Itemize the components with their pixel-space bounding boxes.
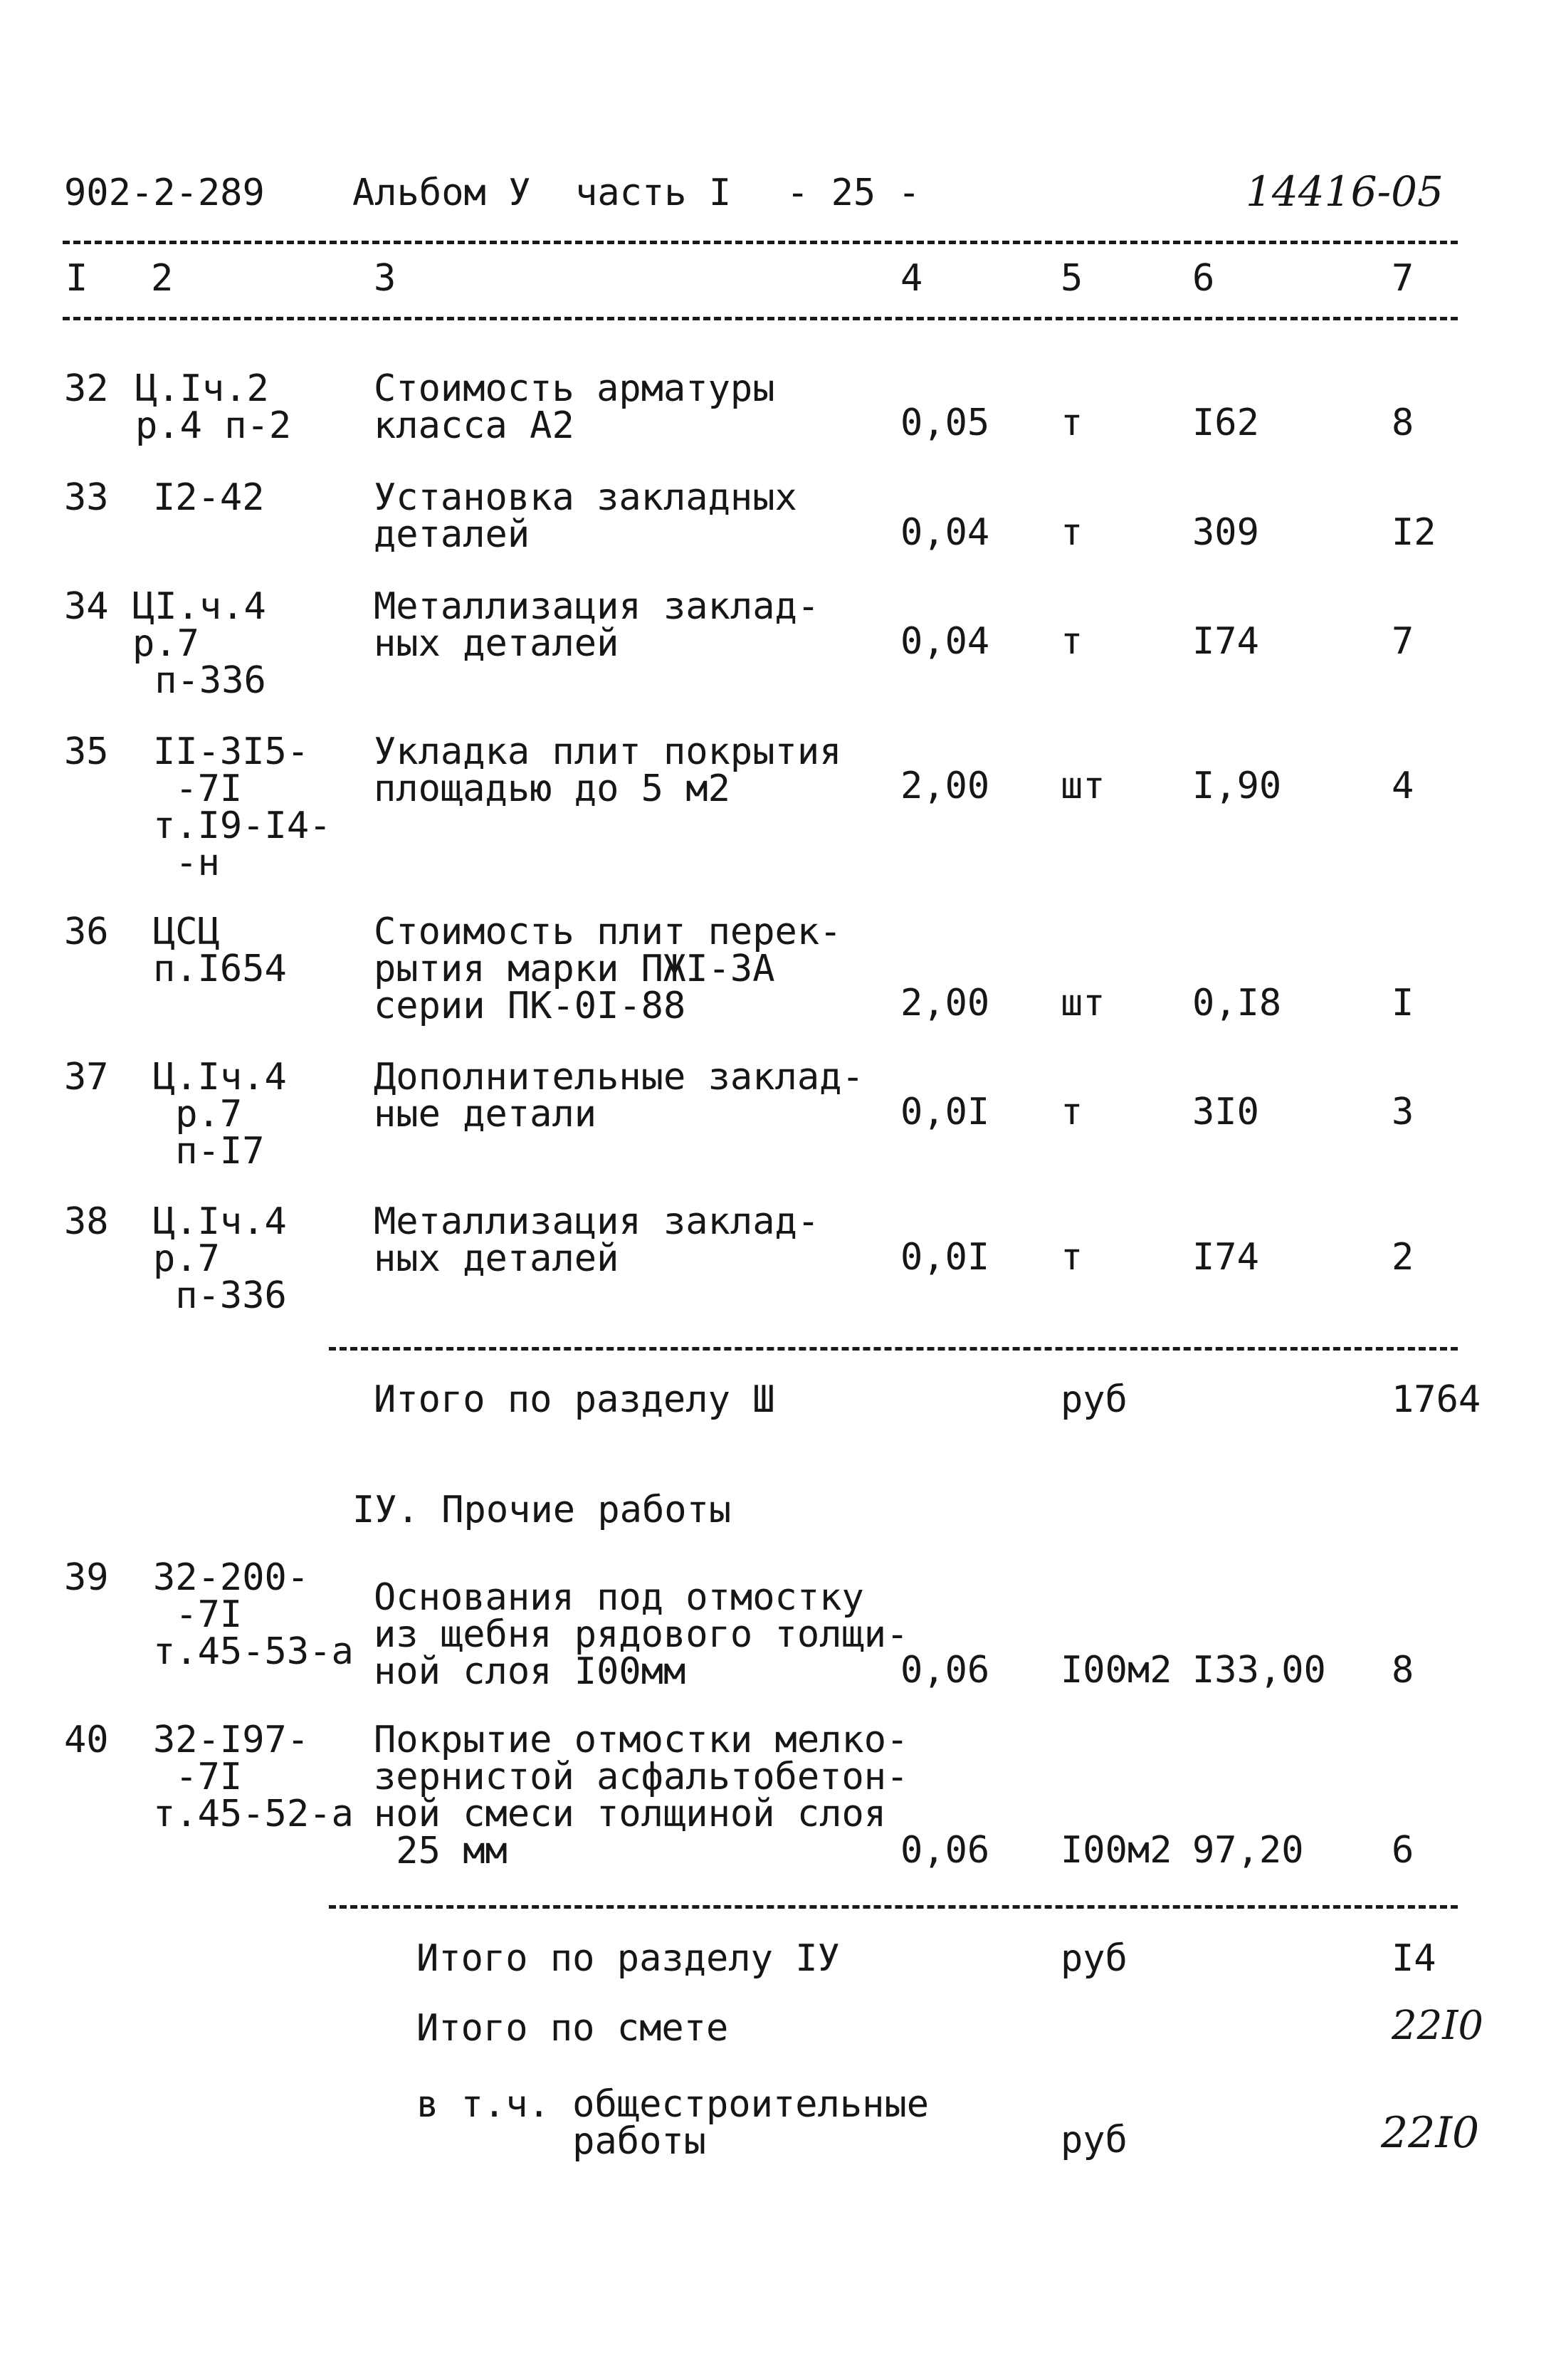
row-name: Металлизация заклад- ных деталей: [374, 1200, 820, 1280]
row-total: 7: [1392, 620, 1414, 663]
col-header-1: I: [65, 257, 88, 300]
row-total: 4: [1392, 765, 1414, 807]
general-works-unit: руб: [1061, 2119, 1127, 2161]
row-unit: т: [1061, 511, 1083, 554]
row-unit: шт: [1061, 765, 1105, 807]
col-header-5: 5: [1061, 257, 1083, 300]
row-price: 309: [1192, 511, 1259, 554]
row-price: I,90: [1192, 765, 1282, 807]
row-number: 34: [64, 585, 109, 628]
row-unit: т: [1061, 1236, 1083, 1279]
col-header-6: 6: [1192, 257, 1215, 300]
section-4-title: IУ. Прочие работы: [352, 1489, 732, 1531]
row-unit: шт: [1061, 982, 1105, 1024]
subtotal-3-total: 1764: [1392, 1378, 1481, 1421]
row-total: I: [1392, 982, 1414, 1024]
row-total: 6: [1392, 1829, 1414, 1872]
row-qty: 0,0I: [900, 1236, 990, 1279]
subtotal-4-unit: руб: [1061, 1937, 1127, 1980]
row-qty: 2,00: [900, 982, 990, 1024]
inventory-number: 14416-05: [1246, 167, 1444, 216]
row-name: Основания под отмостку из щебня рядового толщи- ной слоя I00мм: [374, 1576, 909, 1693]
row-number: 40: [64, 1719, 109, 1761]
row-price: I74: [1192, 1236, 1259, 1279]
album-part: Альбом У часть I: [352, 172, 732, 214]
row-price: I33,00: [1192, 1649, 1326, 1692]
total-estimate-value: 22I0: [1392, 2003, 1484, 2049]
row-code: 32-I97- -7I т.45-52-а: [153, 1719, 354, 1835]
row-code: I2-42: [153, 476, 265, 519]
row-price: 3I0: [1192, 1091, 1259, 1133]
col-header-4: 4: [900, 257, 923, 300]
row-price: I62: [1192, 402, 1259, 444]
col-header-7: 7: [1392, 257, 1414, 300]
row-name: Металлизация заклад- ных деталей: [374, 585, 820, 665]
section-3-rule: [329, 1347, 1458, 1351]
row-code: Ц.Iч.2 р.4 п-2: [135, 367, 292, 447]
row-code: II-3I5- -7I т.I9-I4- -н: [153, 730, 332, 884]
row-qty: 2,00: [900, 765, 990, 807]
header-rule-top: [63, 241, 1458, 244]
row-qty: 0,06: [900, 1829, 990, 1872]
row-total: 2: [1392, 1236, 1414, 1279]
row-qty: 0,04: [900, 620, 990, 663]
row-number: 35: [64, 730, 109, 773]
subtotal-3-unit: руб: [1061, 1378, 1127, 1421]
row-name: Покрытие отмостки мелко- зернистой асфальтобетон- ной смеси толщиной слоя 25 мм: [374, 1719, 909, 1872]
row-number: 36: [64, 911, 109, 953]
row-name: Укладка плит покрытия площадью до 5 м2: [374, 730, 842, 810]
row-total: I2: [1392, 511, 1436, 554]
row-number: 37: [64, 1056, 109, 1099]
row-qty: 0,05: [900, 402, 990, 444]
general-works-label: в т.ч. общестроительные работы: [416, 2083, 930, 2163]
subtotal-4-total: I4: [1392, 1937, 1436, 1980]
row-total: 8: [1392, 1649, 1414, 1692]
row-code: ЦСЦ п.I654: [153, 911, 287, 990]
row-name: Стоимость арматуры класса А2: [374, 367, 775, 447]
row-code: Ц.Iч.4 р.7 п-336: [153, 1200, 287, 1317]
row-price: 0,I8: [1192, 982, 1282, 1024]
section-4-rule: [329, 1905, 1458, 1909]
row-number: 39: [64, 1556, 109, 1599]
row-name: Дополнительные заклад- ные детали: [374, 1056, 864, 1136]
row-total: 3: [1392, 1091, 1414, 1133]
col-header-3: 3: [374, 257, 396, 300]
row-price: 97,20: [1192, 1829, 1304, 1872]
doc-code: 902-2-289: [64, 172, 265, 214]
row-unit: т: [1061, 620, 1083, 663]
page-number: - 25 -: [787, 172, 920, 214]
subtotal-4-label: Итого по разделу IУ: [416, 1937, 840, 1980]
row-code: Ц.Iч.4 р.7 п-I7: [153, 1056, 287, 1173]
row-qty: 0,06: [900, 1649, 990, 1692]
row-qty: 0,04: [900, 511, 990, 554]
row-unit: I00м2: [1061, 1829, 1172, 1872]
row-unit: т: [1061, 1091, 1083, 1133]
row-name: Стоимость плит перек- рытия марки ПЖI-3А серии ПК-0I-88: [374, 911, 842, 1027]
general-works-value: 22I0: [1381, 2108, 1480, 2158]
row-price: I74: [1192, 620, 1259, 663]
header-rule-bottom: [63, 317, 1458, 320]
row-number: 33: [64, 476, 109, 519]
row-code: 32-200- -7I т.45-53-а: [153, 1556, 354, 1673]
subtotal-3-label: Итого по разделу Ш: [374, 1378, 775, 1421]
row-qty: 0,0I: [900, 1091, 990, 1133]
col-header-2: 2: [151, 257, 174, 300]
row-name: Установка закладных деталей: [374, 476, 797, 556]
row-code: ЦI.ч.4 р.7 п-336: [132, 585, 266, 702]
row-total: 8: [1392, 402, 1414, 444]
row-unit: т: [1061, 402, 1083, 444]
total-estimate-label: Итого по смете: [416, 2007, 729, 2050]
row-number: 38: [64, 1200, 109, 1243]
row-unit: I00м2: [1061, 1649, 1172, 1692]
row-number: 32: [64, 367, 109, 410]
